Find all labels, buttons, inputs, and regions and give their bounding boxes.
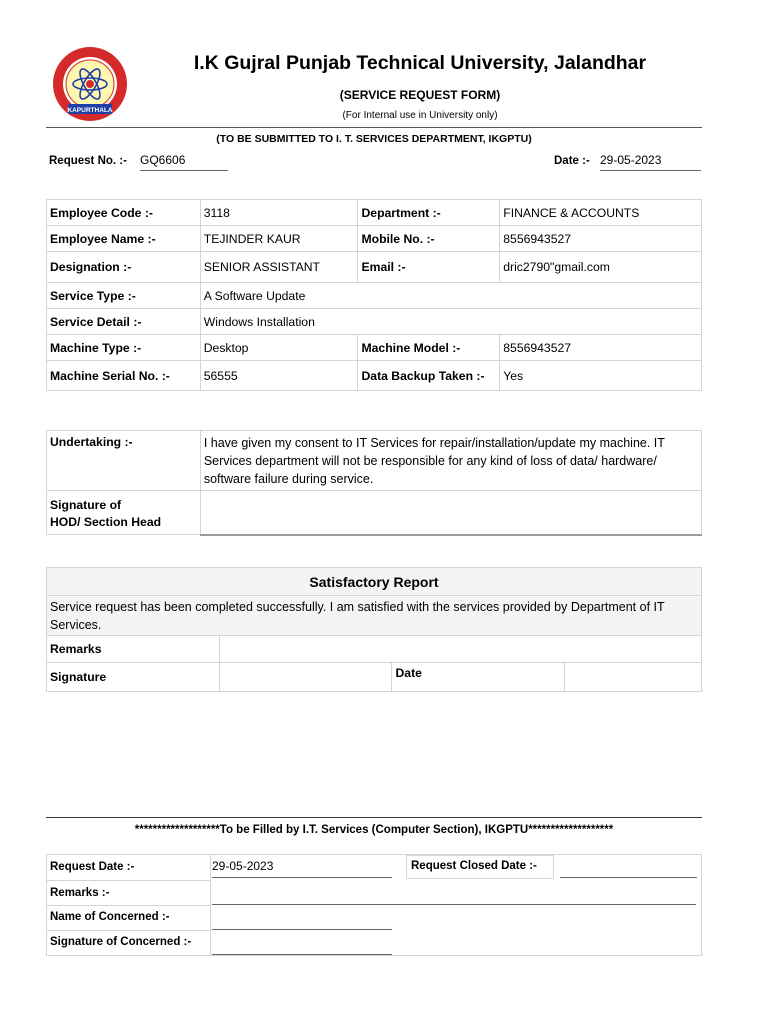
employee-code-label: Employee Code :-: [47, 200, 201, 226]
table-row: [47, 335, 702, 361]
service-detail-label: Service Detail :-: [47, 309, 201, 335]
table-row: [47, 491, 702, 535]
divider: [46, 817, 702, 818]
remarks-label: Remarks: [47, 636, 220, 663]
logo-caption: KAPURTHALA: [67, 107, 113, 114]
backup-label: Data Backup Taken :-: [358, 361, 500, 391]
machine-model-label: Machine Model :-: [358, 335, 500, 361]
closed-date-field[interactable]: [560, 859, 697, 878]
remarks-field[interactable]: [219, 636, 701, 663]
request-no-field[interactable]: GQ6606: [140, 153, 228, 171]
mobile-value[interactable]: 8556943527: [500, 226, 702, 252]
undertaking-label: Undertaking :-: [47, 431, 201, 491]
undertaking-text: I have given my consent to IT Services for repair/installation/update my machine. IT Services department will not be responsible for any kind of loss of data/ hardware/ software failure during service.: [200, 431, 701, 491]
department-label: Department :-: [358, 200, 500, 226]
employee-name-label: Employee Name :-: [47, 226, 201, 252]
concerned-name-label: Name of Concerned :-: [50, 911, 170, 923]
concerned-signature-field[interactable]: [212, 935, 392, 955]
machine-type-label: Machine Type :-: [47, 335, 201, 361]
designation-label: Designation :-: [47, 252, 201, 283]
university-title: I.K Gujral Punjab Technical University, Jalandhar: [193, 52, 647, 74]
employee-table: [46, 199, 702, 391]
report-date-label: Date: [392, 663, 565, 692]
request-date-label: Request Date :-: [50, 861, 135, 873]
table-row: [47, 252, 702, 283]
email-value[interactable]: dric2790"gmail.com: [500, 252, 702, 283]
service-type-value[interactable]: A Software Update: [200, 283, 701, 309]
submit-note: (TO BE SUBMITTED TO I. T. SERVICES DEPARTMENT, IKGPTU): [216, 133, 532, 145]
hod-signature-label-line2: HOD/ Section Head: [50, 515, 162, 529]
table-row: [47, 361, 702, 391]
request-no-label: Request No. :-: [49, 155, 127, 167]
designation-value[interactable]: SENIOR ASSISTANT: [200, 252, 358, 283]
serial-value[interactable]: 56555: [200, 361, 358, 391]
usage-note: (For Internal use in University only): [342, 110, 498, 121]
satisfactory-report-title: Satisfactory Report: [47, 568, 702, 596]
satisfactory-report-table: [46, 567, 702, 692]
signature-field[interactable]: [219, 663, 392, 692]
divider: [46, 127, 702, 128]
table-row: [47, 596, 702, 636]
it-remarks-label: Remarks :-: [50, 887, 110, 899]
email-label: Email :-: [358, 252, 500, 283]
employee-name-value[interactable]: TEJINDER KAUR: [200, 226, 358, 252]
table-row: [47, 200, 702, 226]
request-date-field[interactable]: 29-05-2023: [212, 859, 392, 878]
serial-label: Machine Serial No. :-: [47, 361, 201, 391]
it-services-banner: *******************To be Filled by I.T. Services (Computer Section), IKGPTU*******************: [134, 824, 614, 836]
satisfactory-report-text: Service request has been completed successfully. I am satisfied with the services provided by Department of IT Services.: [47, 596, 702, 636]
hod-signature-label: [47, 491, 201, 535]
table-row: [47, 568, 702, 596]
table-row: [47, 636, 702, 663]
divider: [46, 880, 210, 881]
undertaking-table: [46, 430, 702, 536]
mobile-label: Mobile No. :-: [358, 226, 500, 252]
report-date-field[interactable]: [565, 663, 702, 692]
department-value[interactable]: FINANCE & ACCOUNTS: [500, 200, 702, 226]
machine-type-value[interactable]: Desktop: [200, 335, 358, 361]
date-label: Date :-: [554, 155, 590, 167]
date-field[interactable]: 29-05-2023: [600, 153, 701, 171]
concerned-signature-label: Signature of Concerned :-: [50, 936, 192, 948]
table-row: [47, 309, 702, 335]
service-detail-value[interactable]: Windows Installation: [200, 309, 701, 335]
concerned-name-field[interactable]: [212, 910, 392, 930]
university-logo: [52, 46, 128, 122]
it-remarks-field[interactable]: [212, 885, 696, 905]
divider: [210, 854, 211, 956]
table-row: [47, 663, 702, 692]
hod-signature-field[interactable]: [200, 491, 701, 535]
table-row: [47, 283, 702, 309]
service-type-label: Service Type :-: [47, 283, 201, 309]
signature-label: Signature: [47, 663, 220, 692]
form-title: (SERVICE REQUEST FORM): [339, 88, 501, 102]
table-row: [47, 226, 702, 252]
backup-value[interactable]: Yes: [500, 361, 702, 391]
hod-signature-label-line1: Signature of: [50, 498, 122, 512]
table-row: [47, 431, 702, 491]
divider: [46, 930, 210, 931]
machine-model-value[interactable]: 8556943527: [500, 335, 702, 361]
divider: [46, 905, 210, 906]
employee-code-value[interactable]: 3118: [200, 200, 358, 226]
closed-date-label: Request Closed Date :-: [411, 860, 537, 872]
